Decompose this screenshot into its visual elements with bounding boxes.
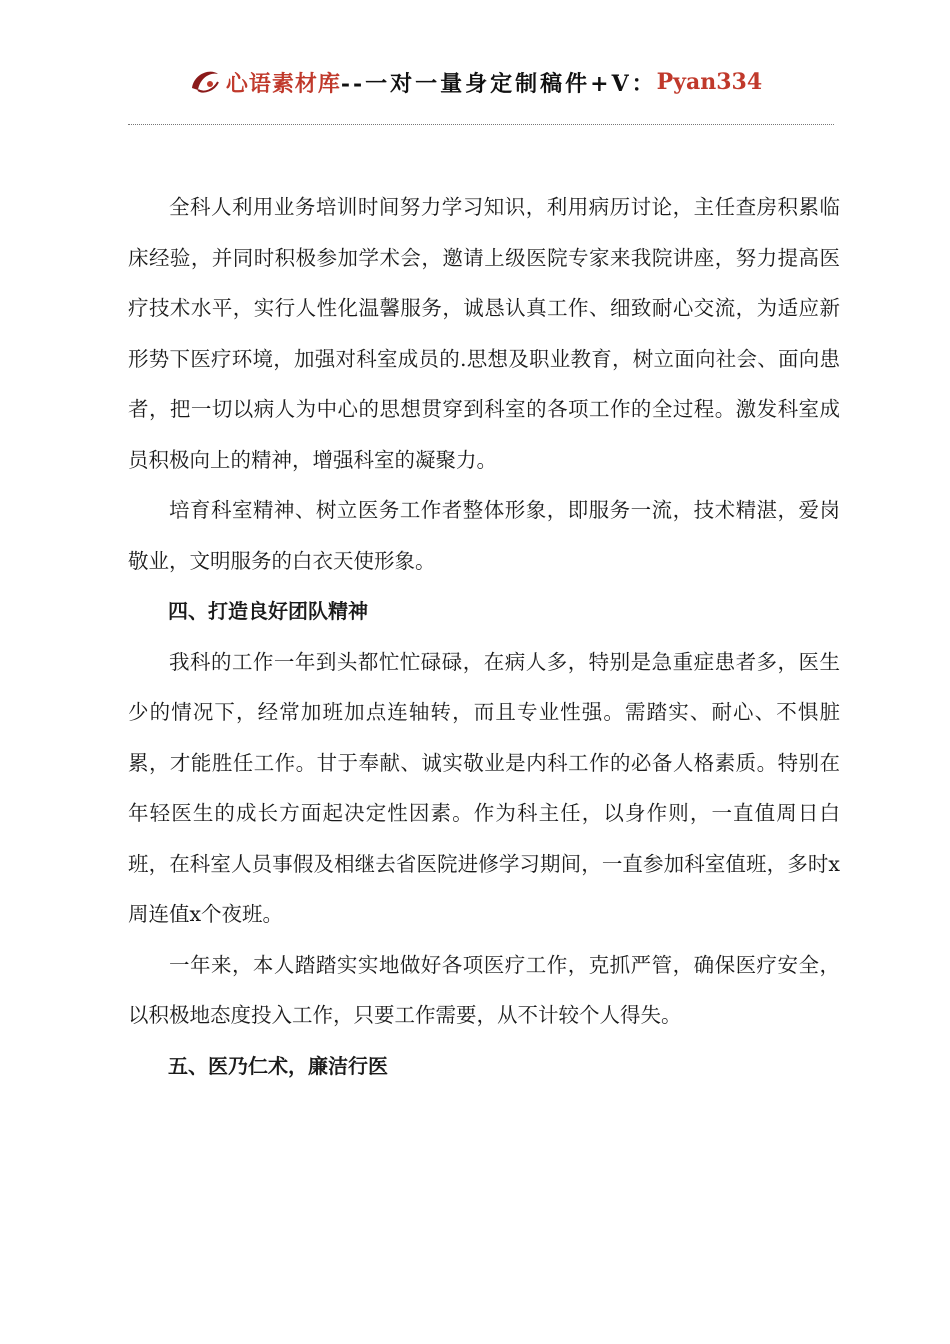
paragraph: 培育科室精神、树立医务工作者整体形象，即服务一流，技术精湛，爱岗敬业，文明服务的白衣天使形象。 [128,498,840,573]
header-divider [128,124,834,125]
logo-icon [188,64,224,100]
contact-id: Pyan334 [656,69,763,95]
page-header [0,62,950,102]
header-slogan: --一对一量身定制稿件+V： [340,70,657,97]
paragraph: 全科人利用业务培训时间努力学习知识，利用病历讨论，主任查房积累临床经验，并同时积极参加学术会，邀请上级医院专家来我院讲座，努力提高医疗技术水平，实行人性化温馨服务，诚恳认真工作、细致耐心交流，为适应新形势下医疗环境，加强对科室成员的.思想及职业教育，树立面向社会、面向患者，把一切以病人为中心的思想贯穿到科室的各项工作的全过程。激发科室成员积极向上的精神，增强科室的凝聚力。 [128,195,840,472]
paragraph: 一年来，本人踏踏实实地做好各项医疗工作，克抓严管，确保医疗安全，以积极地态度投入工作，只要工作需要，从不计较个人得失。 [128,952,840,1027]
section-heading: 五、医乃仁术，廉洁行医 [168,1053,388,1078]
document-body [128,182,840,1091]
brand-name: 心语素材库 [225,70,341,97]
section-heading: 四、打造良好团队精神 [168,599,368,623]
paragraph: 我科的工作一年到头都忙忙碌碌，在病人多，特别是急重症患者多，医生少的情况下，经常加班加点连轴转，而且专业性强。需踏实、耐心、不惧脏累，才能胜任工作。甘于奉献、诚实敬业是内科工作的必备人格素质。特别在年轻医生的成长方面起决定性因素。作为科主任，以身作则，一直值周日白班，在科室人员事假及相继去省医院进修学习期间，一直参加科室值班，多时x周连值x个夜班。 [128,649,840,926]
